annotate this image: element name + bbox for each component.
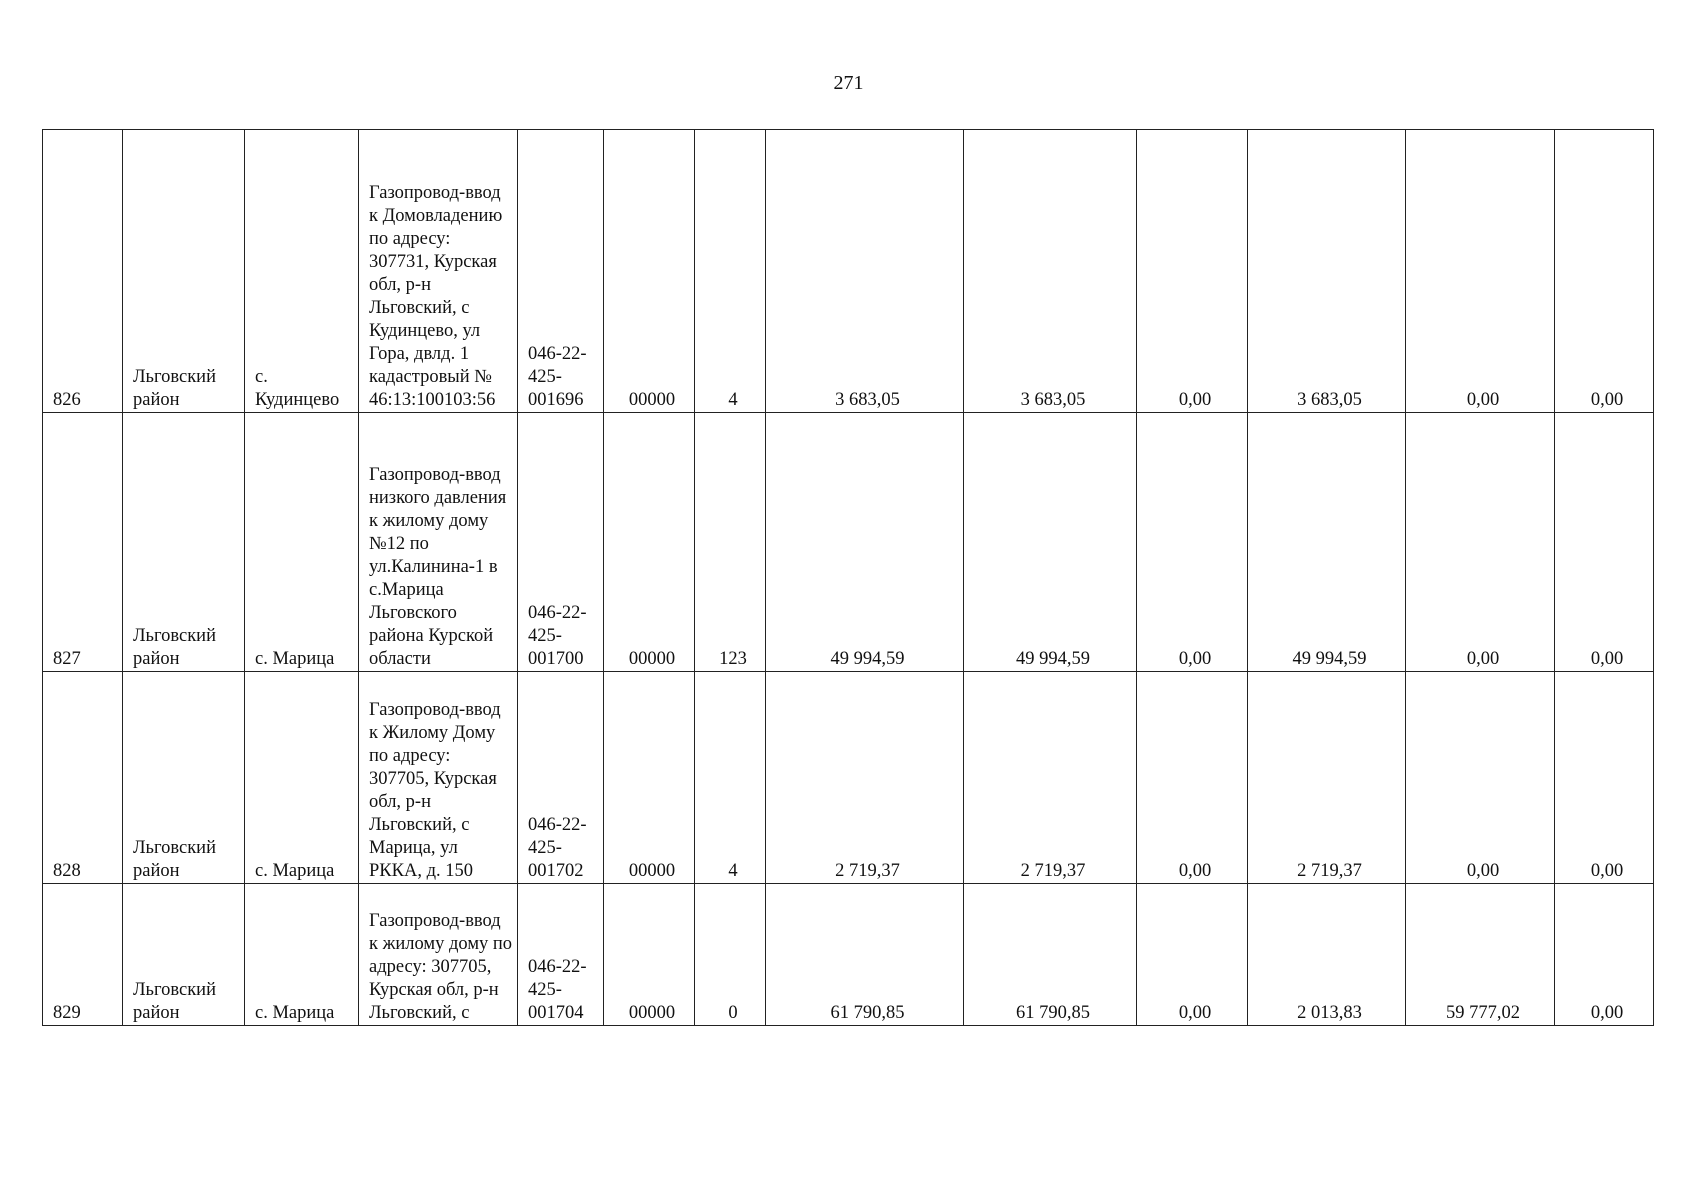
value-cell: 0,00	[1555, 413, 1654, 672]
description-cell	[359, 130, 518, 413]
value-cell: 0,00	[1555, 884, 1654, 1026]
description-text: Газопровод-ввод к Жилому Дому по адресу: 307705, Курская обл, р-н Льговский, с Марица, ул РККА, д. 150	[369, 700, 501, 881]
district-text: Льговский район	[133, 980, 216, 1023]
value-cell: 2 719,37	[1248, 672, 1406, 884]
value-cell: 49 994,59	[964, 413, 1137, 672]
quantity-cell: 4	[695, 130, 766, 413]
registry-table	[42, 129, 1654, 1026]
value-cell: 0,00	[1555, 130, 1654, 413]
code-cell: 00000	[604, 884, 695, 1026]
value-cell: 0,00	[1137, 130, 1248, 413]
inventory-number-cell	[518, 884, 604, 1026]
value-cell: 2 719,37	[766, 672, 964, 884]
table-row	[43, 413, 1654, 672]
value-cell: 3 683,05	[1248, 130, 1406, 413]
code-cell: 00000	[604, 130, 695, 413]
value-cell: 0,00	[1137, 413, 1248, 672]
row-number: 828	[43, 672, 123, 884]
settlement-cell	[245, 672, 359, 884]
inventory-number-text: 046-22-425-001696	[528, 344, 587, 410]
description-text: Газопровод-ввод низкого давления к жилому дому №12 по ул.Калинина-1 в с.Марица Льговского района Курской области	[369, 465, 507, 669]
settlement-text: с. Марица	[255, 861, 335, 881]
value-cell: 2 719,37	[964, 672, 1137, 884]
district-cell	[123, 672, 245, 884]
quantity-cell: 123	[695, 413, 766, 672]
settlement-text: с. Марица	[255, 649, 335, 669]
table-row	[43, 884, 1654, 1026]
inventory-number-text: 046-22-425-001700	[528, 603, 587, 669]
district-cell	[123, 884, 245, 1026]
settlement-text: с. Марица	[255, 1003, 335, 1023]
page-number: 271	[833, 72, 864, 94]
inventory-number-cell	[518, 130, 604, 413]
value-cell: 61 790,85	[766, 884, 964, 1026]
inventory-number-text: 046-22-425-001704	[528, 957, 587, 1023]
value-cell: 59 777,02	[1406, 884, 1555, 1026]
description-text: Газопровод-ввод к Домовладению по адресу: 307731, Курская обл, р-н Льговский, с Кудинцево, ул Гора, двлд. 1 кадастровый № 46:13:100103:56	[369, 183, 503, 410]
settlement-text: с. Кудинцево	[255, 367, 340, 410]
row-number: 826	[43, 130, 123, 413]
quantity-cell: 4	[695, 672, 766, 884]
district-cell	[123, 130, 245, 413]
inventory-number-text: 046-22-425-001702	[528, 815, 587, 881]
value-cell: 0,00	[1406, 130, 1555, 413]
row-number: 827	[43, 413, 123, 672]
value-cell: 0,00	[1137, 884, 1248, 1026]
code-cell: 00000	[604, 672, 695, 884]
district-text: Льговский район	[133, 626, 216, 669]
district-text: Льговский район	[133, 838, 216, 881]
value-cell: 0,00	[1137, 672, 1248, 884]
district-cell	[123, 413, 245, 672]
inventory-number-cell	[518, 672, 604, 884]
value-cell: 61 790,85	[964, 884, 1137, 1026]
code-cell: 00000	[604, 413, 695, 672]
quantity-cell: 0	[695, 884, 766, 1026]
description-cell	[359, 413, 518, 672]
value-cell: 49 994,59	[1248, 413, 1406, 672]
settlement-cell	[245, 130, 359, 413]
value-cell: 3 683,05	[766, 130, 964, 413]
district-text: Льговский район	[133, 367, 216, 410]
description-text: Газопровод-ввод к жилому дому по адресу: 307705, Курская обл, р-н Льговский, с	[369, 911, 513, 1023]
value-cell: 0,00	[1406, 413, 1555, 672]
table-row	[43, 672, 1654, 884]
value-cell: 3 683,05	[964, 130, 1137, 413]
description-cell	[359, 672, 518, 884]
settlement-cell	[245, 884, 359, 1026]
value-cell: 0,00	[1406, 672, 1555, 884]
settlement-cell	[245, 413, 359, 672]
value-cell: 0,00	[1555, 672, 1654, 884]
inventory-number-cell	[518, 413, 604, 672]
value-cell: 49 994,59	[766, 413, 964, 672]
row-number: 829	[43, 884, 123, 1026]
description-cell	[359, 884, 518, 1026]
value-cell: 2 013,83	[1248, 884, 1406, 1026]
table-row	[43, 130, 1654, 413]
